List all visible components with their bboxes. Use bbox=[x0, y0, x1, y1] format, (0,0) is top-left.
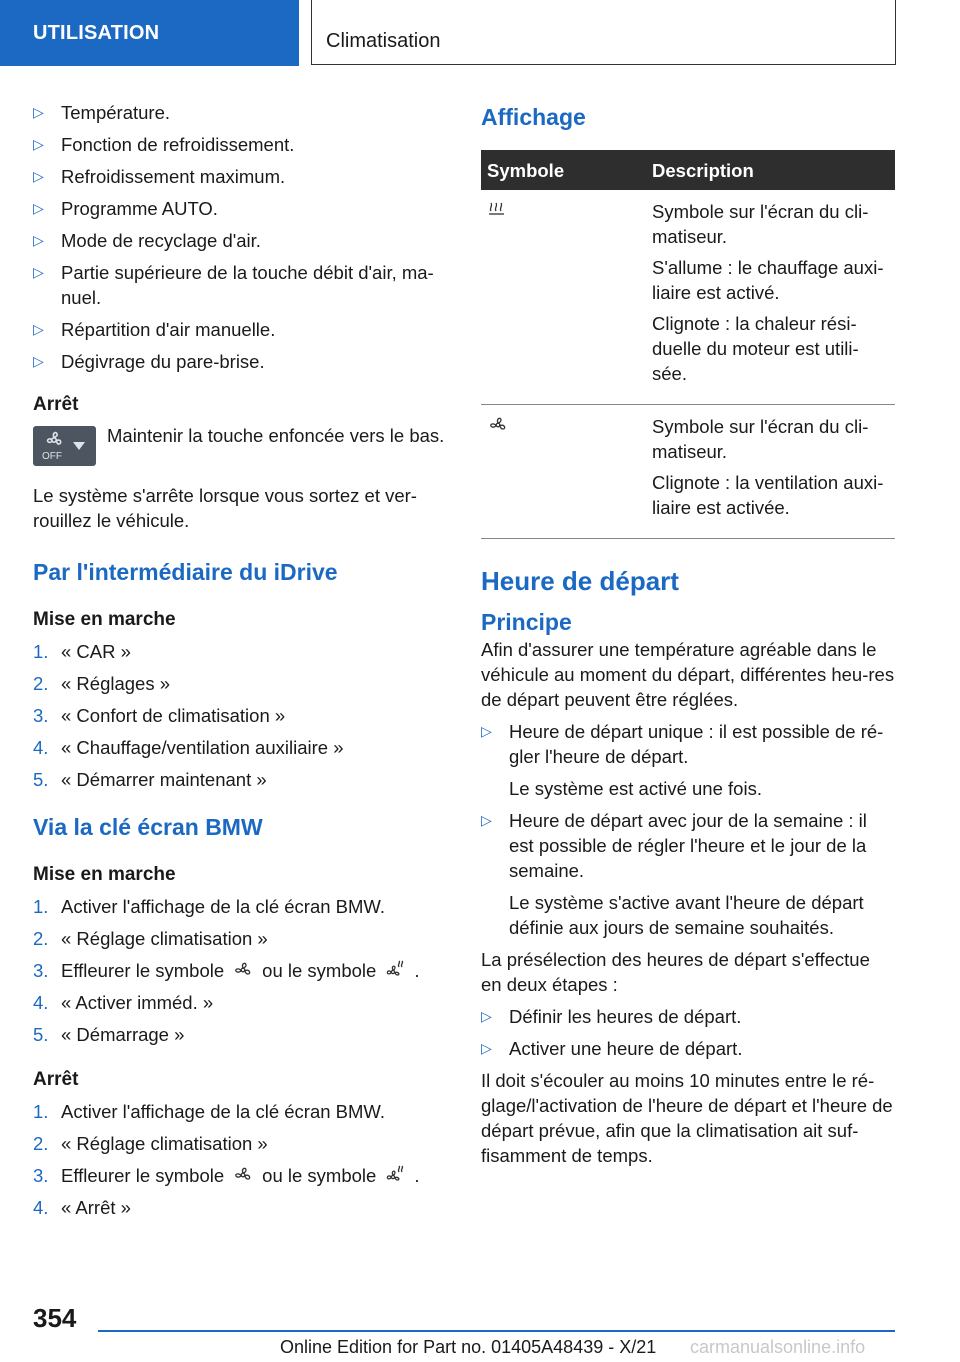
list-item: 2. « Réglages » bbox=[33, 673, 171, 694]
symbol-cell bbox=[481, 405, 646, 539]
footer-divider bbox=[98, 1330, 895, 1332]
arret-note: Le système s'arrête lorsque vous sortez et ver-rouillez le véhicule. bbox=[33, 485, 417, 531]
list-item: 5. « Démarrer maintenant » bbox=[33, 769, 267, 790]
list-item: 1. Activer l'affichage de la clé écran BMW. bbox=[33, 1101, 386, 1122]
table-header-row bbox=[481, 150, 895, 190]
principe-text: Afin d'assurer une température agréable dans le véhicule au moment du départ, différentes heu-res de départ peuvent être réglées. bbox=[481, 639, 895, 710]
list-item: ▷ Définir les heures de départ. bbox=[481, 1006, 742, 1027]
list-item: ▷ Programme AUTO. bbox=[33, 198, 218, 219]
bullet-triangle-icon: ▷ bbox=[33, 200, 44, 216]
key-heading: Via la clé écran BMW bbox=[33, 814, 263, 840]
list-item: ▷ Température. bbox=[33, 102, 170, 123]
fan-icon bbox=[487, 414, 509, 436]
page-header bbox=[0, 0, 960, 66]
fan-icon bbox=[232, 1164, 254, 1186]
bullet-triangle-icon: ▷ bbox=[33, 104, 44, 120]
left-column bbox=[33, 100, 447, 1227]
symbol-cell bbox=[481, 190, 646, 405]
principe-heading: Principe bbox=[481, 609, 572, 635]
fan-off-button-icon bbox=[33, 426, 96, 466]
list-item: ▷ Activer une heure de départ. bbox=[481, 1038, 743, 1059]
symbol-table bbox=[481, 150, 895, 539]
key-off-heading: Arrêt bbox=[33, 1069, 79, 1090]
arret-text: Maintenir la touche enfoncée vers le bas. bbox=[107, 425, 445, 446]
key-on-steps bbox=[33, 894, 447, 1047]
idrive-on-heading: Mise en marche bbox=[33, 609, 176, 630]
table-row bbox=[481, 405, 895, 539]
chapter-title: Climatisation bbox=[311, 0, 896, 65]
final-text: Il doit s'écouler au moins 10 minutes entre le ré-glage/l'activation de l'heure de départ et l'heure de départ prévue, afin que la climatisation ait suf-fisamment de temps. bbox=[481, 1070, 893, 1166]
list-item: 3. Effleurer le symbole ou le symbole . bbox=[33, 1165, 420, 1186]
list-item: 1. « CAR » bbox=[33, 641, 131, 662]
list-item: 2. « Réglage climatisation » bbox=[33, 928, 268, 949]
list-item: ▷ Répartition d'air manuelle. bbox=[33, 319, 276, 340]
fan-icon bbox=[232, 959, 254, 981]
list-item: ▷ Fonction de refroidissement. bbox=[33, 134, 295, 155]
idrive-heading: Par l'intermédiaire du iDrive bbox=[33, 559, 338, 585]
table-row bbox=[481, 190, 895, 405]
edition-text: Online Edition for Part no. 01405A48439 - X/21 bbox=[280, 1337, 657, 1357]
list-item: 4. « Activer imméd. » bbox=[33, 992, 214, 1013]
bullet-triangle-icon: ▷ bbox=[33, 168, 44, 184]
bullet-triangle-icon: ▷ bbox=[33, 353, 44, 369]
list-item: ▷ Dégivrage du pare-brise. bbox=[33, 351, 265, 372]
page-number: 354 bbox=[33, 1303, 77, 1333]
heater-waves-icon bbox=[487, 199, 509, 221]
preselect-bullet-list bbox=[481, 1004, 895, 1061]
bullet-triangle-icon: ▷ bbox=[481, 1040, 492, 1056]
bullet-triangle-icon: ▷ bbox=[33, 136, 44, 152]
depart-heading: Heure de départ bbox=[481, 566, 679, 596]
bullet-triangle-icon: ▷ bbox=[481, 1008, 492, 1024]
section-title: UTILISATION bbox=[0, 0, 299, 66]
list-item: 3. Effleurer le symbole ou le symbole . bbox=[33, 960, 420, 981]
list-item: ▷ Refroidissement maximum. bbox=[33, 166, 286, 187]
depart-bullet-list bbox=[481, 719, 895, 940]
list-item: ▷ Mode de recyclage d'air. bbox=[33, 230, 261, 251]
key-off-steps bbox=[33, 1099, 447, 1220]
description-cell: Symbole sur l'écran du cli-matiseur. Clignote : la ventilation auxi-liaire est activée. bbox=[646, 405, 895, 539]
col-symbol-header: Symbole bbox=[481, 150, 646, 190]
key-on-heading: Mise en marche bbox=[33, 864, 176, 885]
list-item: 2. « Réglage climatisation » bbox=[33, 1133, 268, 1154]
list-item: ▷ Heure de départ avec jour de la semaine : il est possible de régler l'heure et le jour de la semaine. Le système s'active avant l'heure de départ définie aux jours de semaine souhaités. bbox=[481, 810, 867, 938]
list-item: ▷ Partie supérieure de la touche débit d'air, ma-nuel. bbox=[33, 262, 434, 308]
bullet-triangle-icon: ▷ bbox=[33, 321, 44, 337]
list-item: 5. « Démarrage » bbox=[33, 1024, 185, 1045]
preselect-text: La présélection des heures de départ s'effectue en deux étapes : bbox=[481, 949, 870, 995]
list-item: 4. « Arrêt » bbox=[33, 1197, 131, 1218]
arret-heading: Arrêt bbox=[33, 394, 79, 415]
right-column bbox=[481, 100, 895, 1168]
col-description-header: Description bbox=[646, 150, 895, 190]
affichage-heading: Affichage bbox=[481, 104, 586, 130]
arret-block bbox=[33, 423, 447, 473]
list-item: ▷ Heure de départ unique : il est possible de ré-gler l'heure de départ. Le système est activé une fois. bbox=[481, 721, 884, 799]
page-footer bbox=[0, 1295, 960, 1362]
idrive-steps bbox=[33, 639, 447, 792]
description-cell: Symbole sur l'écran du cli-matiseur. S'allume : le chauffage auxi-liaire est activé. Clignote : la chaleur rési-duelle du moteur est utili-sée. bbox=[646, 190, 895, 405]
bullet-triangle-icon: ▷ bbox=[481, 723, 492, 739]
fan-heat-icon bbox=[384, 1164, 406, 1186]
list-item: 1. Activer l'affichage de la clé écran BMW. bbox=[33, 896, 386, 917]
bullet-triangle-icon: ▷ bbox=[33, 264, 44, 280]
intro-bullet-list bbox=[33, 100, 447, 374]
list-item: 4. « Chauffage/ventilation auxiliaire » bbox=[33, 737, 344, 758]
bullet-triangle-icon: ▷ bbox=[33, 232, 44, 248]
svg-text:OFF: OFF bbox=[42, 451, 62, 462]
fan-icon bbox=[33, 426, 96, 466]
fan-heat-icon bbox=[384, 959, 406, 981]
watermark-text: carmanualsonline.info bbox=[690, 1337, 866, 1357]
bullet-triangle-icon: ▷ bbox=[481, 812, 492, 828]
list-item: 3. « Confort de climatisation » bbox=[33, 705, 286, 726]
